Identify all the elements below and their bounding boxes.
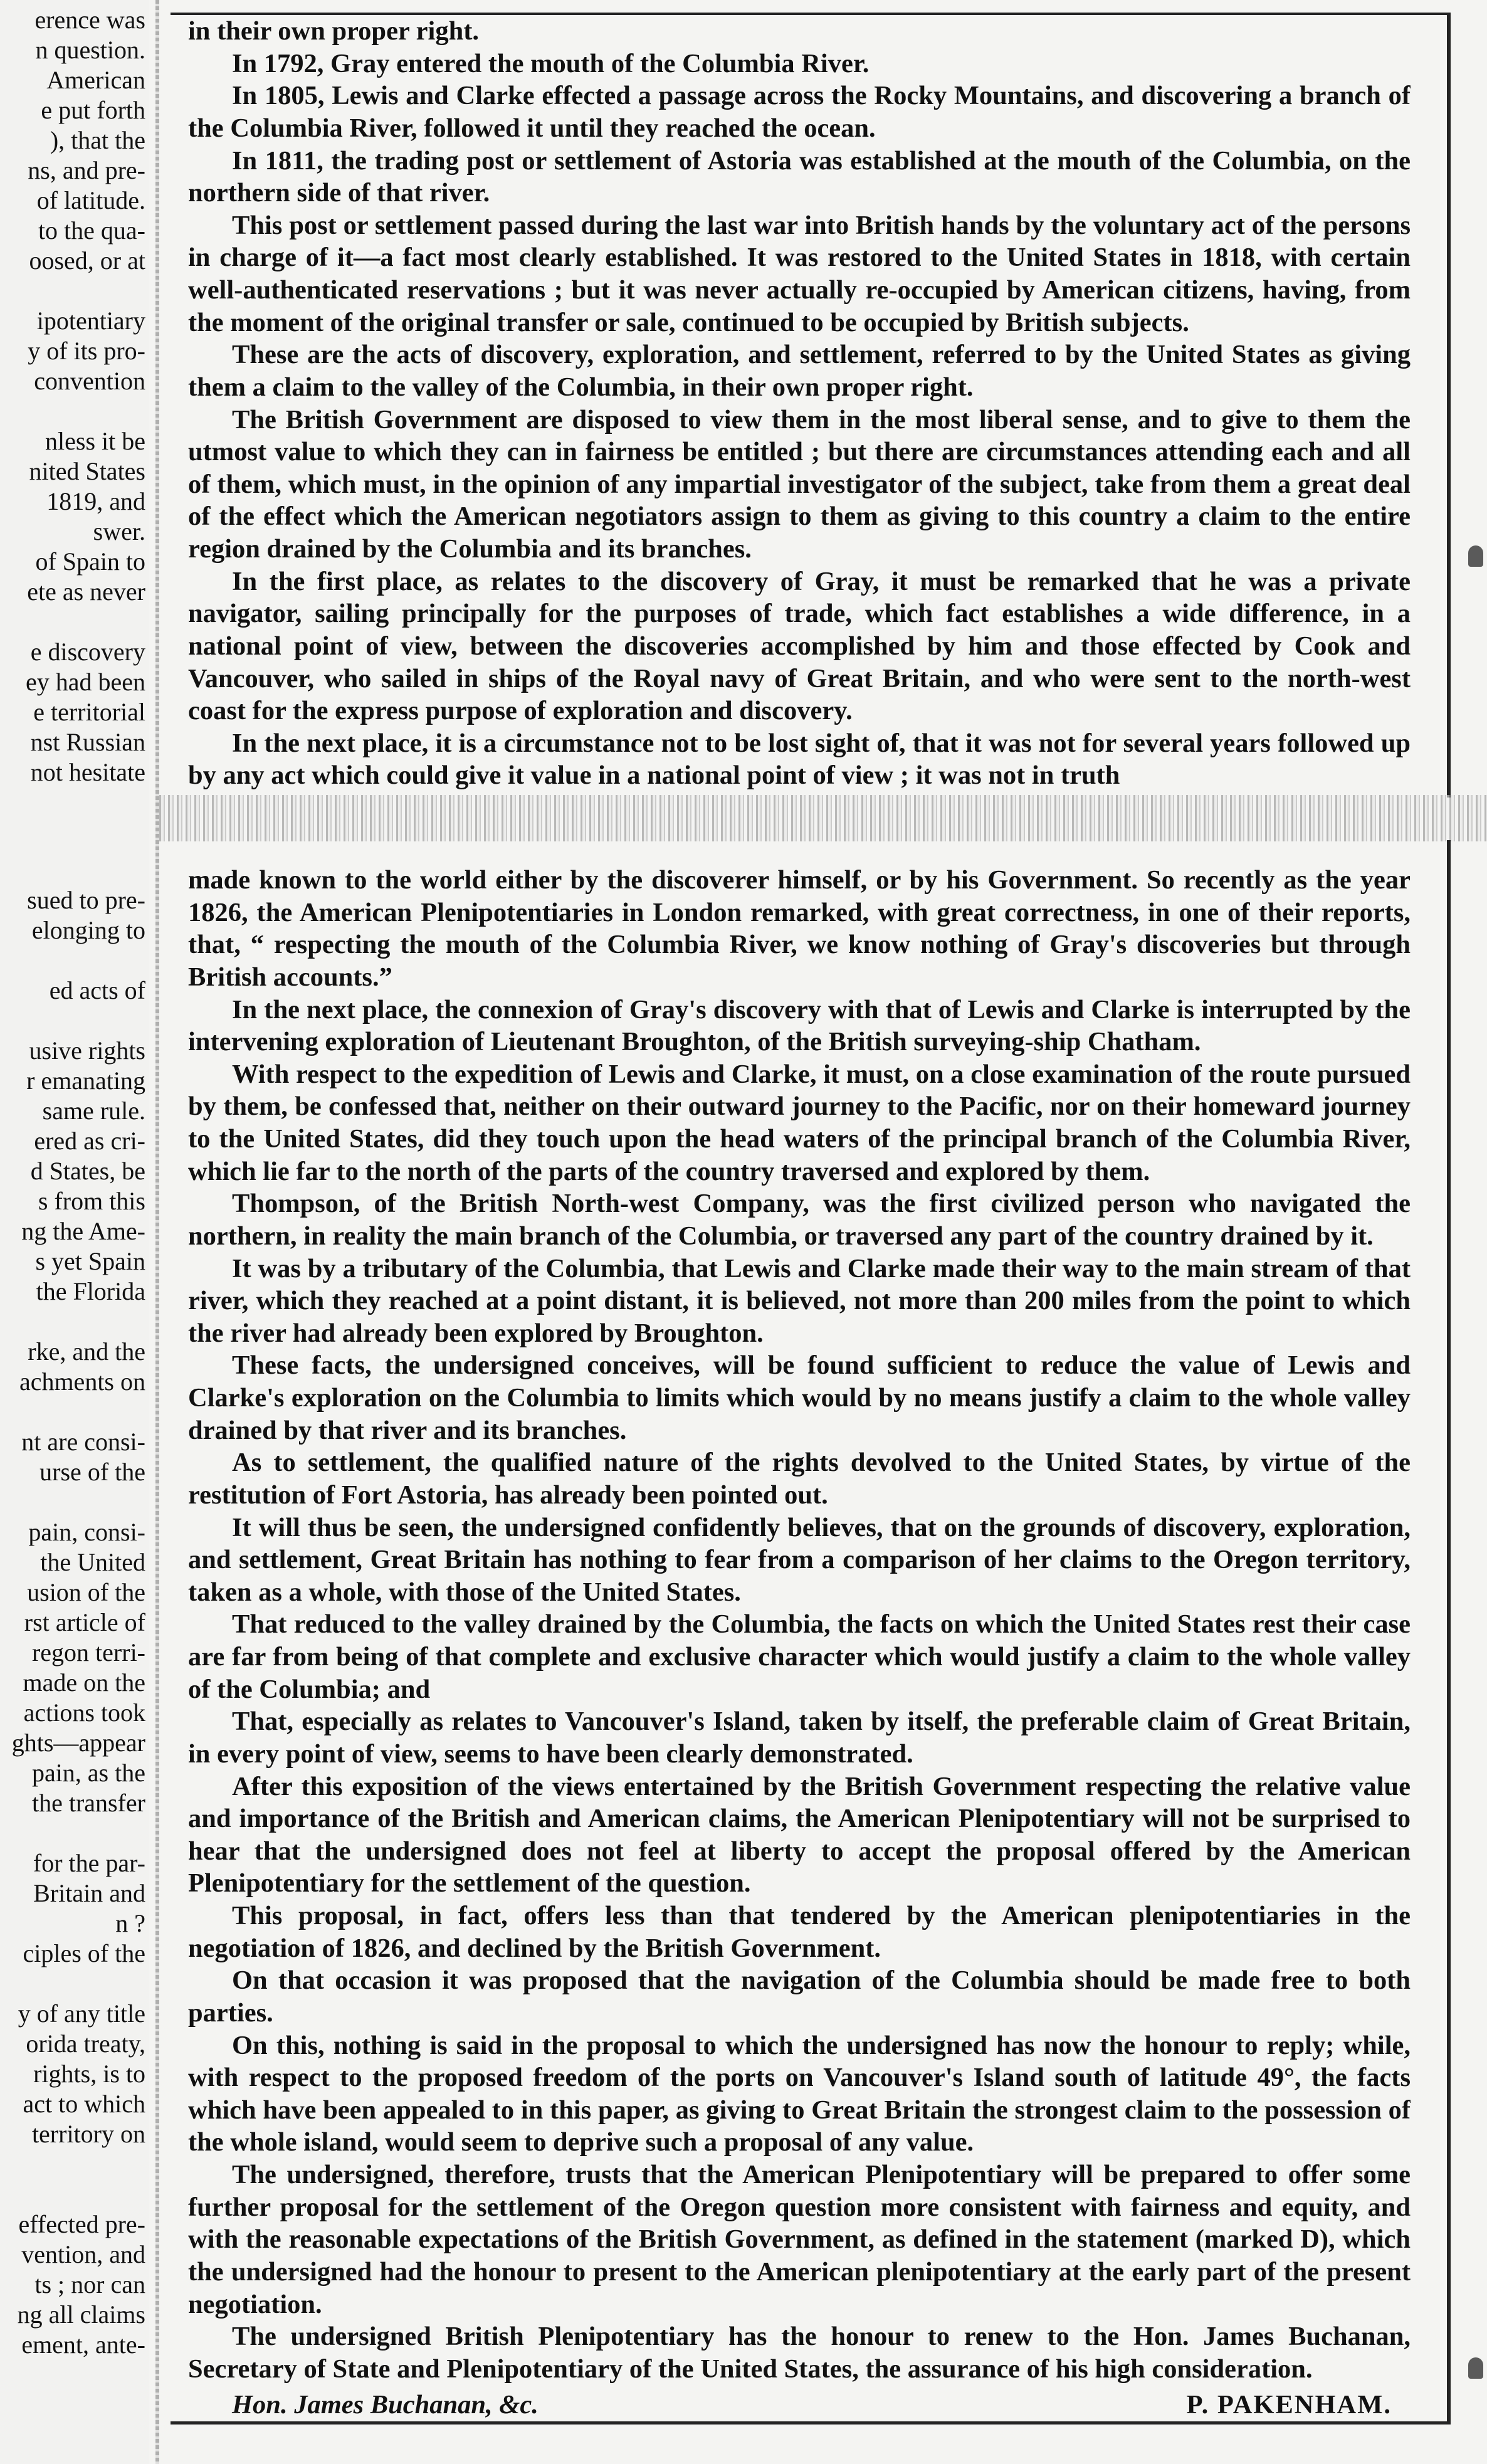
left-column-line: rights, is to (33, 2060, 145, 2088)
paragraph: This proposal, in fact, offers less than that tendered by the American plenipotentiaries in the negotiation of 1826, and declined by the British Government. (188, 1901, 1411, 1963)
left-column-line (0, 945, 148, 976)
left-column-line: nless it be (45, 427, 145, 455)
left-column-line: the Florida (36, 1277, 145, 1305)
left-column-line (0, 2149, 148, 2179)
scan-gap (159, 795, 1487, 841)
left-column-line: e territorial (33, 698, 145, 726)
left-column-line: nt are consi- (21, 1428, 145, 1456)
main-column-lower (188, 864, 1411, 2419)
left-column-line: ement, ante- (21, 2330, 145, 2359)
addressee: Hon. James Buchanan, &c. (232, 2390, 539, 2419)
column-rule (155, 0, 159, 2464)
left-column-line: of Spain to (35, 547, 145, 576)
paragraph: That reduced to the valley drained by the Columbia, the facts on which the United States rest their case are far from being of that complete and exclusive character which would justify a claim to the whole valley of the Columbia; and (188, 1609, 1411, 1704)
left-column-line: urse of the (39, 1458, 145, 1486)
paragraph: It will thus be seen, the undersigned confidently believes, that on the grounds of discovery, exploration, and settlement, Great Britain has nothing to fear from a comparison of her claims to the Oregon territory, taken as a whole, with those of the United States. (188, 1512, 1411, 1607)
paragraph: In the first place, as relates to the discovery of Gray, it must be remarked that he was a private navigator, sailing principally for the purposes of trade, which fact establishes a wide difference, in a national point of view, between the discoveries accomplished by him and those effected by Cook and Vancouver, who sailed in ships of the Royal navy of Great Britain, and who were sent to the north-west coast for the express purpose of exploration and discovery. (188, 566, 1411, 726)
left-column-line: the United (40, 1548, 145, 1576)
left-column-line: 1819, and (46, 487, 145, 515)
left-column-line: n question. (35, 36, 145, 64)
left-column-bottom (0, 885, 148, 2360)
signature-row (188, 2389, 1411, 2419)
left-column-line: same rule. (42, 1097, 145, 1125)
left-column-line: e put forth (41, 96, 145, 124)
paragraph: In 1811, the trading post or settlement of Astoria was established at the mouth of the Columbia, on the northern side of that river. (188, 145, 1411, 208)
paragraph: The British Government are disposed to view them in the most liberal sense, and to give to them the utmost value to which they can in fairness be entitled ; but there are circumstances attending each and all of them, which must, in the opinion of any impartial investigator of the subject, take from them a great deal of the effect which the American negotiators assign to them as giving to this country a claim to the entire region drained by the Columbia and its branches. (188, 404, 1411, 564)
left-column-line: ts ; nor can (34, 2270, 145, 2298)
left-column-line: n ? (115, 1909, 145, 1937)
left-column-line: American (46, 66, 145, 94)
left-column-line: Britain and (33, 1879, 145, 1907)
left-column-fragment (0, 0, 149, 2464)
paragraph: In the next place, the connexion of Gray's discovery with that of Lewis and Clarke is interrupted by the intervening exploration of Lieutenant Broughton, of the British surveying-ship Chatham. (188, 994, 1411, 1057)
signature: P. PAKENHAM. (1186, 2390, 1392, 2419)
paragraph: These facts, the undersigned conceives, will be found sufficient to reduce the value of Lewis and Clarke's exploration on the Columbia to limits which would by no means justify a claim to the whole valley drained by that river and its branches. (188, 1350, 1411, 1445)
left-column-line: ered as cri- (34, 1127, 145, 1155)
left-column-line: ete as never (27, 577, 145, 606)
left-column-line: ghts—appear (11, 1729, 145, 1757)
paragraph: On this, nothing is said in the proposal to which the undersigned has now the honour to reply; while, with respect to the proposed freedom of the ports on Vancouver's Island south of latitude 49°, the facts which have been appealed to in this paper, as giving to Great Britain the strongest claim to the possession of the whole island, would seem to deprive such a proposal of any value. (188, 2030, 1411, 2157)
left-column-line (0, 1818, 148, 1848)
paragraph: In 1805, Lewis and Clarke effected a passage across the Rocky Mountains, and discovering a branch of the Columbia River, followed it until they reached the ocean. (188, 81, 1411, 143)
left-column-line: effected pre- (18, 2210, 145, 2238)
left-column-line: nst Russian (30, 728, 145, 756)
left-column-line: usion of the (27, 1578, 145, 1606)
main-column-lower-paragraphs (188, 864, 1411, 2385)
left-column-line: pain, consi- (28, 1518, 145, 1546)
left-column-line (0, 607, 148, 637)
left-column-line: ey had been (25, 668, 145, 696)
left-column-line: achments on (19, 1367, 145, 1396)
left-column-line: convention (34, 367, 145, 395)
left-column-line: the transfer (31, 1789, 145, 1817)
left-column-line: ng the Ame- (21, 1217, 145, 1245)
left-column-line (0, 1307, 148, 1337)
left-column-line (0, 1487, 148, 1517)
left-column-line: s yet Spain (35, 1247, 145, 1275)
left-column-line: actions took (23, 1698, 145, 1727)
main-column-upper (188, 15, 1411, 792)
paragraph: made known to the world either by the discoverer himself, or by his Government. So recently as the year 1826, the American Plenipotentiaries in London remarked, with great correctness, in one of their reports, that, “ respecting the mouth of the Columbia River, we know nothing of Gray's discoveries but through British accounts.” (188, 865, 1411, 992)
left-column-line: ), that the (50, 126, 145, 154)
left-column-line: not hesitate (30, 758, 145, 786)
paragraph: These are the acts of discovery, exploration, and settlement, referred to by the United States as giving them a claim to the valley of the Columbia, in their own proper right. (188, 340, 1411, 402)
paragraph: in their own proper right. (188, 16, 479, 46)
left-column-line (0, 1397, 148, 1427)
left-column-line (0, 1969, 148, 1999)
paragraph: On that occasion it was proposed that the navigation of the Columbia should be made free to both parties. (188, 1966, 1411, 2028)
left-column-line: ipotentiary (36, 307, 145, 335)
left-column-line: regon terri- (31, 1638, 145, 1666)
left-column-line: rst article of (24, 1608, 145, 1636)
paragraph: Thompson, of the British North-west Company, was the first civilized person who navigated the northern, in reality the main branch of the Columbia, or traversed any part of the country drained by it. (188, 1189, 1411, 1251)
paragraph: As to settlement, the qualified nature of the rights devolved to the United States, by virtue of the restitution of Fort Astoria, has already been pointed out. (188, 1448, 1411, 1510)
left-column-line (0, 2179, 148, 2209)
paragraph: That, especially as relates to Vancouver's Island, taken by itself, the preferable claim of Great Britain, in every point of view, seems to have been clearly demonstrated. (188, 1707, 1411, 1769)
left-column-line: nited States (29, 457, 145, 485)
left-column-line: for the par- (33, 1849, 145, 1877)
left-column-line: sued to pre- (27, 886, 145, 914)
left-column-line (0, 276, 148, 306)
left-column-line: to the qua- (38, 216, 145, 245)
left-column-line: ciples of the (23, 1939, 145, 1967)
left-column-line: r emanating (26, 1066, 145, 1095)
left-column-line: ng all claims (17, 2300, 145, 2329)
left-column-line: ed acts of (49, 976, 145, 1004)
paragraph: It was by a tributary of the Columbia, that Lewis and Clarke made their way to the main stream of that river, which they reached at a point distant, it is believed, not more than 200 miles from the point to which the river had already been explored by Broughton. (188, 1253, 1411, 1348)
left-column-line (0, 396, 148, 426)
left-column-line: y of any title (18, 1999, 145, 2028)
paragraph: With respect to the expedition of Lewis and Clarke, it must, on a close examination of the route pursued by them, be confessed that, neither on their outward journey to the Pacific, nor on their homeward journey to the United States, did they touch upon the head waters of the principal branch of the Columbia River, which lie far to the north of the parts of the country traversed and explored by them. (188, 1059, 1411, 1186)
left-column-line: act to which (23, 2090, 145, 2118)
paragraph: This post or settlement passed during the last war into British hands by the voluntary act of the persons in charge of it—a fact most clearly established. It was restored to the United States in 1818, with certain well-authenticated reservations ; but it was never actually re-occupied by American citizens, having, from the moment of the original transfer or sale, continued to be occupied by British subjects. (188, 210, 1411, 337)
left-column-line: erence was (34, 6, 145, 34)
left-column-line: rke, and the (28, 1337, 145, 1366)
left-column-line: ns, and pre- (28, 156, 145, 184)
left-column-line: orida treaty, (26, 2030, 145, 2058)
left-column-top (0, 5, 148, 787)
left-column-line: usive rights (29, 1036, 145, 1065)
left-column-line: elonging to (31, 916, 145, 944)
paragraph: After this exposition of the views entertained by the British Government respecting the relative value and importance of the British and American claims, the American Plenipotentiary will not be surprised to hear that the undersigned does not feel at liberty to accept the proposal offered by the American Plenipotentiary for the settlement of the question. (188, 1771, 1411, 1898)
left-column-line: s from this (38, 1187, 145, 1215)
margin-ink-mark (1468, 545, 1483, 567)
left-column-line: vention, and (21, 2240, 145, 2268)
left-column-line: pain, as the (31, 1759, 145, 1787)
paragraph: The undersigned, therefore, trusts that the American Plenipotentiary will be prepared to offer some further proposal for the settlement of the Oregon question more consistent with fairness and equity, and with the reasonable expectations of the British Government, as defined in the statement (marked D), which the undersigned had the honour to present to the American plenipotentiary at the early part of the present negotiation. (188, 2160, 1411, 2319)
left-column-line: oosed, or at (29, 246, 145, 275)
left-column-line: swer. (93, 517, 145, 545)
paragraph: In the next place, it is a circumstance not to be lost sight of, that it was not for several years followed up by any act which could give it value in a national point of view ; it was not in truth (188, 728, 1411, 791)
left-column-line: d States, be (30, 1157, 145, 1185)
paragraph: The undersigned British Plenipotentiary has the honour to renew to the Hon. James Buchanan, Secretary of State and Plenipotentiary of the United States, the assurance of his high consideration. (188, 2322, 1411, 2384)
left-column-line: of latitude. (36, 186, 145, 214)
left-column-line: territory on (31, 2120, 145, 2148)
left-column-line (0, 1006, 148, 1036)
margin-ink-mark (1468, 2357, 1483, 2379)
paragraph: In 1792, Gray entered the mouth of the Columbia River. (232, 48, 870, 78)
left-column-line: y of its pro- (28, 337, 145, 365)
left-column-line: e discovery (30, 638, 145, 666)
left-column-line: made on the (23, 1668, 145, 1697)
